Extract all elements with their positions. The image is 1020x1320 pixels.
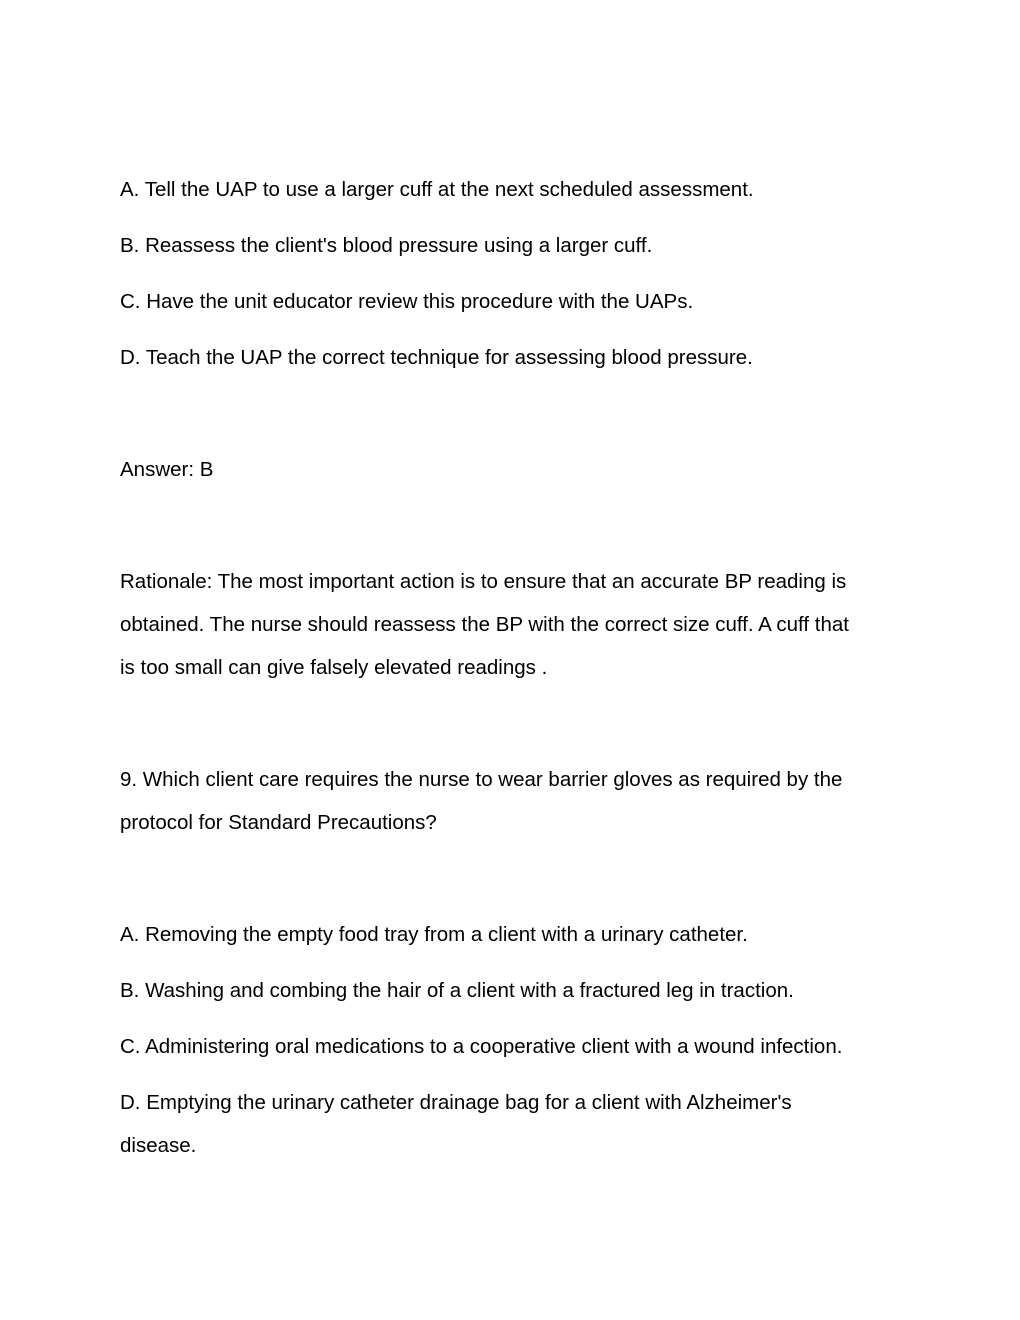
q9-stem-line-1: 9. Which client care requires the nurse to wear barrier gloves as required by the: [120, 768, 843, 791]
q8-rationale-line-3: is too small can give falsely elevated readings .: [120, 656, 548, 679]
q8-rationale-line-1: Rationale: The most important action is to ensure that an accurate BP reading is: [120, 570, 847, 593]
q9-option-c: C. Administering oral medications to a cooperative client with a wound infection.: [120, 1035, 843, 1058]
q8-rationale-line-2: obtained. The nurse should reassess the BP with the correct size cuff. A cuff that: [120, 613, 849, 636]
q9-option-a: A. Removing the empty food tray from a client with a urinary catheter.: [120, 923, 748, 946]
q8-answer: Answer: B: [120, 458, 214, 481]
q9-stem-line-2: protocol for Standard Precautions?: [120, 811, 437, 834]
q9-option-d-continued: disease.: [120, 1134, 197, 1157]
q8-option-a: A. Tell the UAP to use a larger cuff at the next scheduled assessment.: [120, 178, 754, 201]
q9-option-d: D. Emptying the urinary catheter drainage bag for a client with Alzheimer's: [120, 1091, 792, 1114]
q8-option-b: B. Reassess the client's blood pressure using a larger cuff.: [120, 234, 653, 257]
q9-option-b: B. Washing and combing the hair of a client with a fractured leg in traction.: [120, 979, 794, 1002]
q8-option-d: D. Teach the UAP the correct technique for assessing blood pressure.: [120, 346, 753, 369]
q8-option-c: C. Have the unit educator review this procedure with the UAPs.: [120, 290, 694, 313]
